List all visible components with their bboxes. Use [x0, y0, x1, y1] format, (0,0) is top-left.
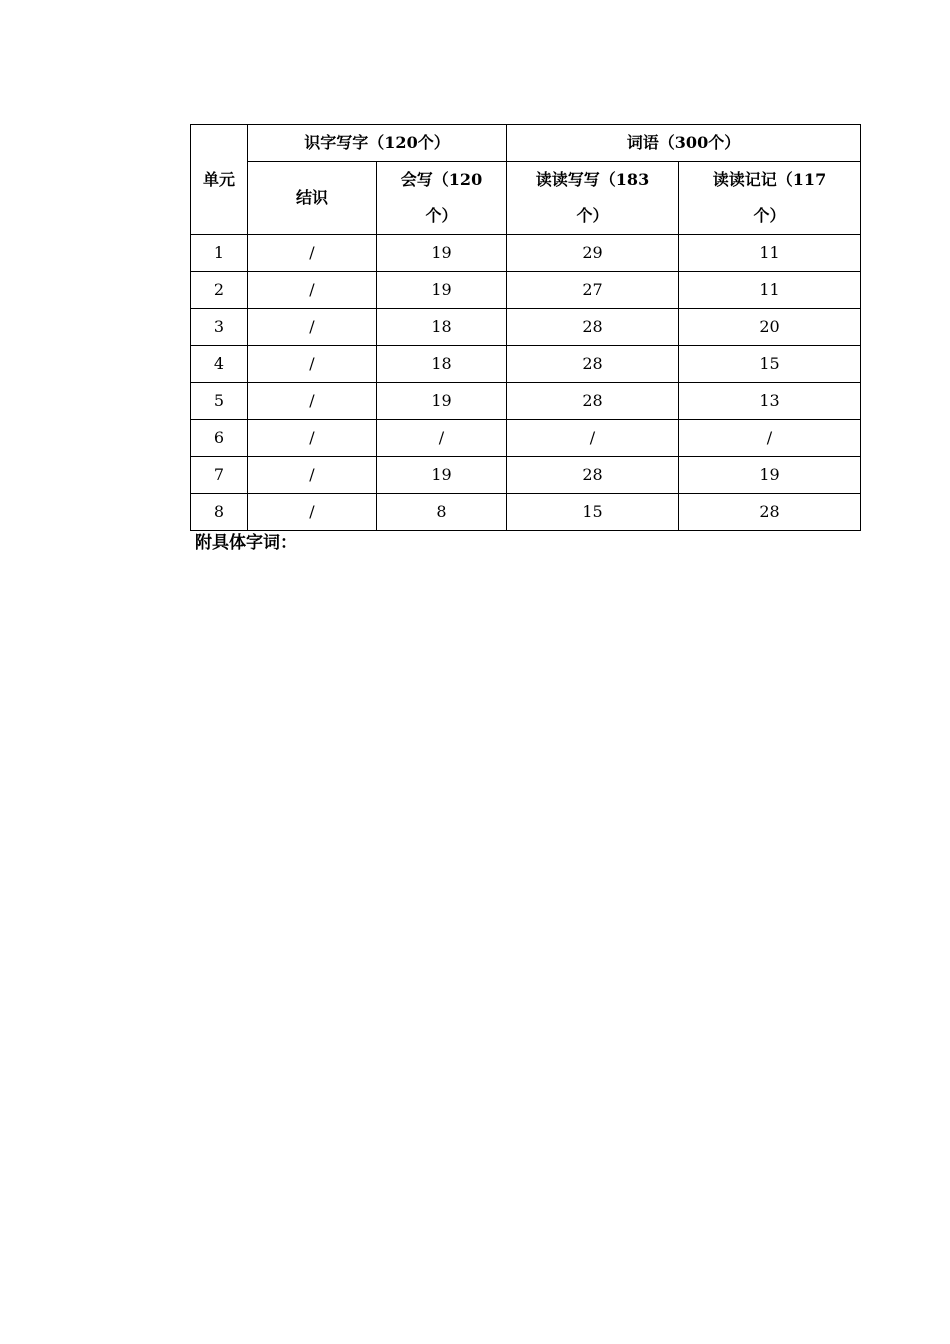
table-row — [191, 494, 861, 531]
cell-unit: 6 — [191, 420, 248, 457]
header-unit: 单元 — [191, 125, 248, 235]
cell-recognize: / — [248, 235, 377, 272]
cell-read-remember: 15 — [679, 346, 861, 383]
cell-recognize: / — [248, 420, 377, 457]
cell-write: 18 — [377, 346, 507, 383]
cell-read-write: 28 — [507, 383, 679, 420]
cell-unit: 4 — [191, 346, 248, 383]
header-write: 会写（120个） — [377, 162, 507, 235]
cell-unit: 2 — [191, 272, 248, 309]
cell-write: 19 — [377, 383, 507, 420]
cell-read-remember: / — [679, 420, 861, 457]
table-row — [191, 309, 861, 346]
cell-write: 19 — [377, 272, 507, 309]
cell-read-remember: 28 — [679, 494, 861, 531]
table-row — [191, 383, 861, 420]
cell-read-remember: 19 — [679, 457, 861, 494]
cell-read-write: 29 — [507, 235, 679, 272]
header-row-subgroups — [191, 162, 861, 235]
vocabulary-statistics-table — [190, 124, 861, 531]
cell-recognize: / — [248, 383, 377, 420]
cell-write: / — [377, 420, 507, 457]
table-row — [191, 420, 861, 457]
cell-read-write: 15 — [507, 494, 679, 531]
cell-recognize: / — [248, 494, 377, 531]
appendix-note: 附具体字词： — [195, 533, 297, 553]
header-recognize: 结识 — [248, 162, 377, 235]
cell-unit: 7 — [191, 457, 248, 494]
cell-unit: 8 — [191, 494, 248, 531]
cell-read-remember: 20 — [679, 309, 861, 346]
header-group-characters: 识字写字（120个） — [248, 125, 507, 162]
cell-unit: 5 — [191, 383, 248, 420]
cell-recognize: / — [248, 272, 377, 309]
cell-write: 8 — [377, 494, 507, 531]
cell-read-write: 27 — [507, 272, 679, 309]
cell-write: 19 — [377, 235, 507, 272]
table-row — [191, 272, 861, 309]
cell-recognize: / — [248, 309, 377, 346]
cell-read-remember: 13 — [679, 383, 861, 420]
cell-read-remember: 11 — [679, 235, 861, 272]
cell-write: 19 — [377, 457, 507, 494]
cell-unit: 3 — [191, 309, 248, 346]
cell-read-write: / — [507, 420, 679, 457]
header-row-groups — [191, 125, 861, 162]
cell-read-write: 28 — [507, 457, 679, 494]
table-row — [191, 346, 861, 383]
cell-read-write: 28 — [507, 346, 679, 383]
cell-recognize: / — [248, 346, 377, 383]
cell-unit: 1 — [191, 235, 248, 272]
cell-read-remember: 11 — [679, 272, 861, 309]
table-row — [191, 457, 861, 494]
header-read-write: 读读写写（183个） — [507, 162, 679, 235]
table-row — [191, 235, 861, 272]
cell-write: 18 — [377, 309, 507, 346]
cell-recognize: / — [248, 457, 377, 494]
header-group-words: 词语（300个） — [507, 125, 861, 162]
header-read-remember: 读读记记（117个） — [679, 162, 861, 235]
cell-read-write: 28 — [507, 309, 679, 346]
